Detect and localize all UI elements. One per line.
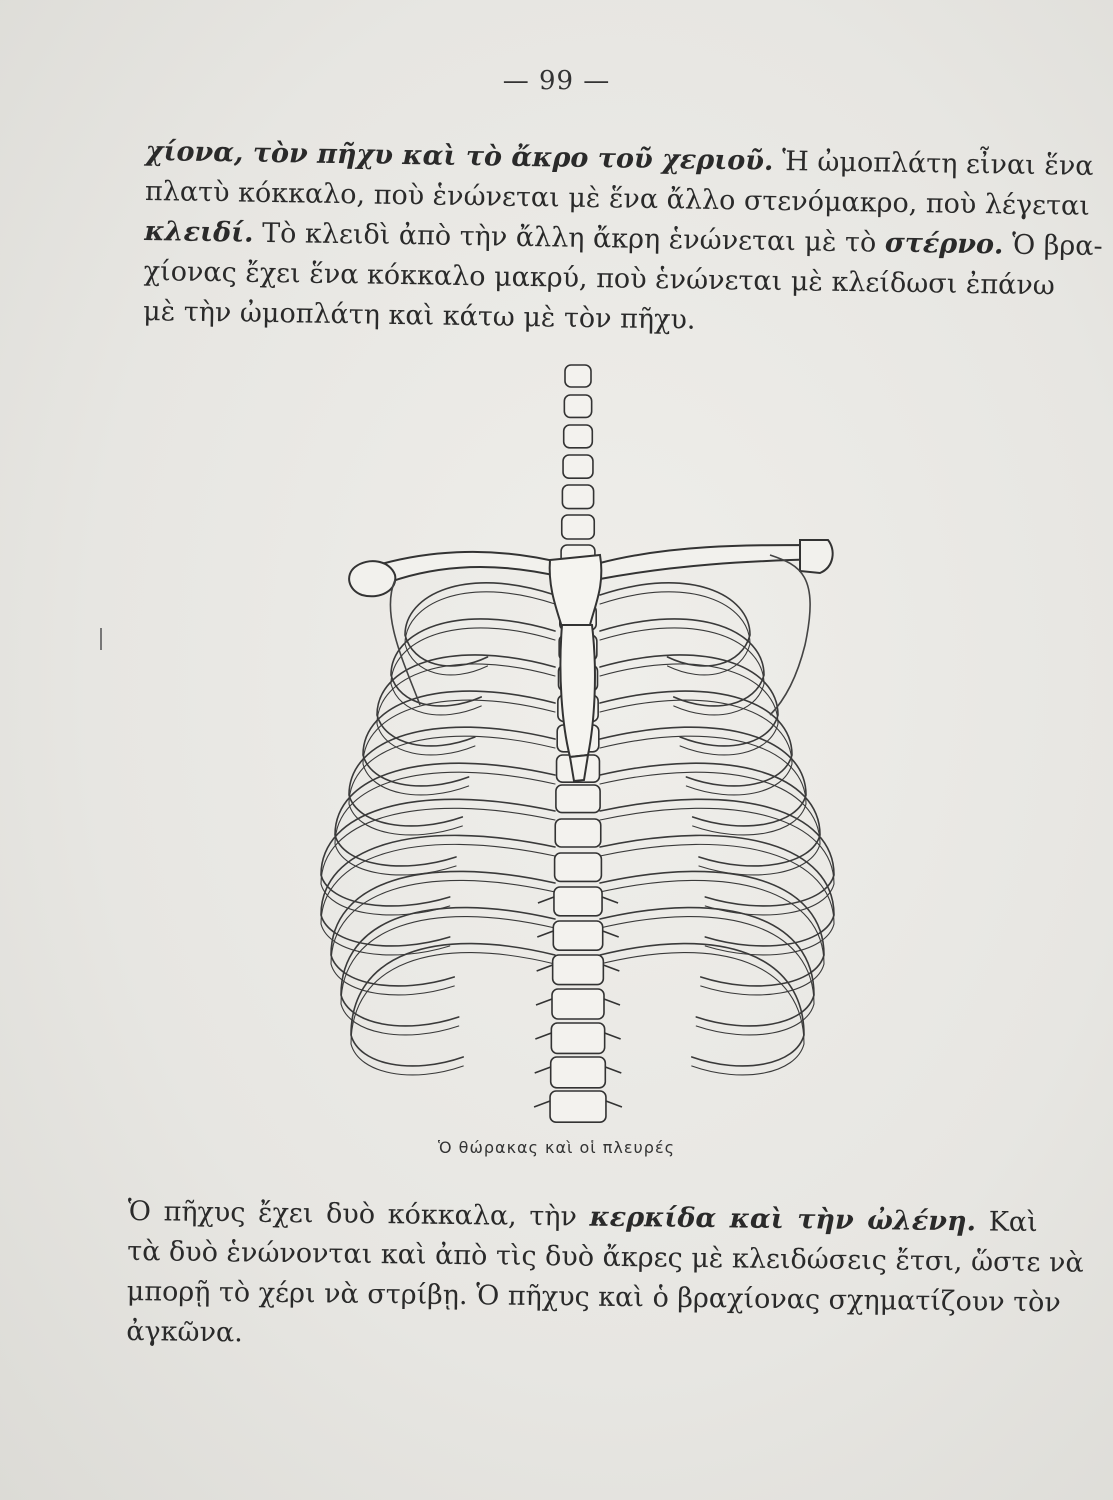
text-run: χίονας ἔχει ἕνα κόκκαλο μακρύ, ποὺ ἑνώνεται μὲ κλείδωσι ἐπάνω (143, 255, 1056, 302)
rib (600, 944, 804, 1066)
rib (600, 799, 834, 906)
text-run: ἀγκῶνα. (126, 1315, 243, 1349)
vertebra (554, 887, 602, 916)
rib (321, 835, 555, 946)
emphasized-term: χίονα, τὸν πῆχυ καὶ τὸ ἄκρο τοῦ χεριοῦ. (145, 135, 774, 177)
thorax-drawing (300, 345, 860, 1135)
rib (600, 835, 834, 946)
rib-edge (351, 953, 555, 1075)
text-run: τὰ δυὸ ἑνώνονται καὶ ἀπὸ τὶς δυὸ ἄκρες μὲ κλειδώσεις ἔτσι, ὥστε νὰ (127, 1235, 1084, 1279)
rib (321, 799, 555, 906)
vertebra (551, 1057, 606, 1088)
vertebra (550, 1091, 606, 1122)
text-run: Ὁ πῆχυς ἔχει δυὸ κόκκαλα, τὴν (127, 1195, 590, 1233)
rib (351, 944, 555, 1066)
page-number: — 99 — (502, 66, 611, 96)
rib (600, 871, 824, 986)
text-run: μπορῇ τὸ χέρι νὰ στρίβῃ. Ὁ πῆχυς καὶ ὁ βραχίονας σχηματίζουν τὸν (126, 1275, 1062, 1319)
rib (600, 908, 814, 1026)
figure-caption: Ὁ θώρακας καὶ οἱ πλευρές (438, 1138, 675, 1157)
vertebra (553, 921, 602, 950)
rib-edge (600, 953, 804, 1075)
vertebra (552, 989, 604, 1019)
vertebra (563, 455, 593, 478)
rib (341, 908, 555, 1026)
text-run: Ὁ βρα- (1003, 229, 1103, 263)
rib-edge (405, 592, 555, 675)
emphasized-term: στέρνο. (884, 227, 1004, 261)
text-run: πλατὺ κόκκαλο, ποὺ ἑνώνεται μὲ ἕνα ἄλλο στενόμακρο, ποὺ λέγεται (144, 175, 1091, 222)
vertebra (553, 955, 604, 985)
emphasized-term: κερκίδα καὶ τὴν ὠλένη. (589, 1201, 977, 1238)
right-ribs (600, 583, 834, 1075)
left-ribs (321, 583, 555, 1075)
text-run: Τὸ κλειδὶ ἀπὸ τὴν ἄλλη ἄκρη ἑνώνεται μὲ τὸ (253, 217, 886, 259)
vertebra (562, 515, 595, 539)
paragraph-bottom (126, 1192, 1084, 1363)
rib (331, 871, 555, 986)
vertebra (551, 1023, 604, 1053)
rib-edge (600, 592, 750, 675)
paragraph-top (142, 132, 1103, 346)
vertebra (555, 853, 602, 881)
emphasized-term: κλειδί. (144, 215, 254, 249)
vertebra (565, 365, 591, 387)
vertebra (564, 425, 593, 448)
vertebra (562, 485, 593, 509)
margin-mark (100, 628, 102, 650)
vertebra (556, 785, 600, 813)
text-run: Καὶ (975, 1206, 1038, 1239)
thorax-illustration (300, 345, 860, 1135)
text-run: μὲ τὴν ὠμοπλάτη καὶ κάτω μὲ τὸν πῆχυ. (142, 295, 696, 336)
vertebra (555, 819, 601, 847)
vertebra (564, 395, 591, 417)
text-run: Ἡ ὠμοπλάτη εἶναι ἕνα (773, 145, 1094, 182)
